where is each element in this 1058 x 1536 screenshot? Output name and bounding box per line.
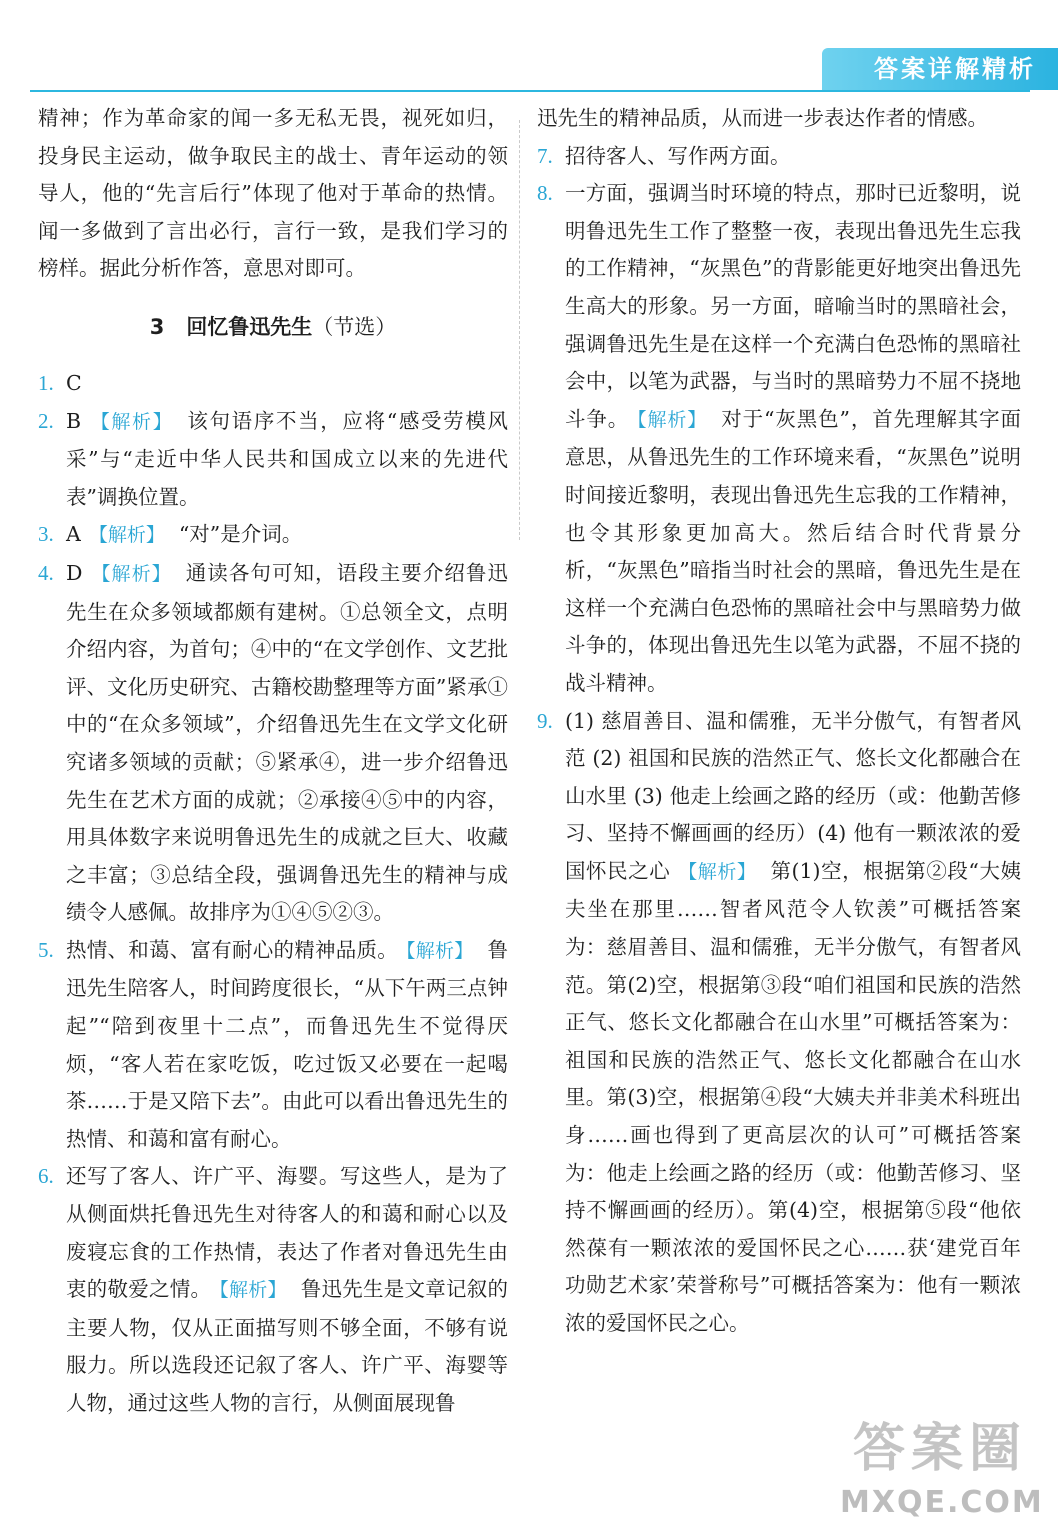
answer-body (66, 932, 508, 1159)
answer-body (66, 555, 508, 932)
analysis-text: “对”是介词。 (178, 522, 303, 547)
analysis-text: 对于“灰黑色”，首先理解其字面意思，从鲁迅先生的工作环境来看，“灰黑色”说明时间接近黎明，表现出鲁迅先生忘我的工作精神，也令其形象更加高大。然后结合时代背景分析，“灰黑色”暗指当时社会的黑暗，鲁迅先生是在这样一个充满白色恐怖的黑暗社会中与黑暗势力做斗争的，体现出鲁迅先生以笔为武器，不屈不挠的战斗精神。 (565, 406, 1021, 695)
analysis-tag: 【解析】 (90, 562, 172, 585)
right-column (537, 100, 1021, 1343)
answer-item (537, 175, 1021, 702)
answer-body (565, 138, 1021, 176)
answer-number: 8. (537, 181, 553, 206)
answer-number: 3. (38, 522, 54, 547)
watermark-logo (840, 1414, 1044, 1532)
analysis-tag: 【解析】 (88, 524, 165, 547)
answer-body (66, 365, 508, 403)
answer-text: 还写了客人、许广平、海婴。写这些人，是为了从侧面烘托鲁迅先生对待客人的和蔼和耐心以及废寝忘食的工作热情，表达了作者对鲁迅先生由衷的敬爱之情。 (66, 1164, 508, 1302)
answer-item (537, 138, 1021, 176)
answer-item (38, 365, 508, 403)
lesson-number: 3 (149, 314, 165, 339)
answer-number: 4. (38, 560, 54, 585)
lesson-title (38, 290, 508, 365)
analysis-tag: 【解析】 (678, 860, 757, 883)
answer-item (38, 932, 508, 1159)
answer-text: C (66, 370, 82, 395)
analysis-text: 鲁迅先生是文章记叙的主要人物，仅从正面描写则不够全面，不够有说服力。所以选段还记叙了客人、许广平、海婴等人物，通过这些人物的言行，从侧面展现鲁 (66, 1277, 508, 1415)
left-column (38, 100, 508, 1423)
analysis-text: 通读各句可知，语段主要介绍鲁迅先生在众多领域都颇有建树。①总领全文，点明介绍内容，为首句；④中的“在文学创作、文艺批评、文化历史研究、古籍校勘整理等方面”紧承①中的“在众多领域”，介绍鲁迅先生在文学文化研究诸多领域的贡献；⑤紧承④，进一步介绍鲁迅先生在艺术方面的成就；②承接④⑤中的内容，用具体数字来说明鲁迅先生的成就之巨大、收藏之丰富；③总结全段，强调鲁迅先生的精神与成绩令人感佩。故排序为①④⑤②③。 (66, 560, 508, 925)
analysis-tag: 【解析】 (89, 410, 174, 433)
column-divider (519, 120, 520, 540)
answer-text: D (66, 560, 83, 585)
answer-text: 招待客人、写作两方面。 (565, 143, 791, 168)
answer-body (66, 403, 508, 517)
lesson-name: 回忆鲁迅先生 (186, 314, 313, 339)
answer-item (38, 403, 508, 517)
answer-text: (1) 慈眉善目、温和儒雅，无半分傲气，有智者风范 (2) 祖国和民族的浩然正气、悠长文化都融合在山水里 (3) 他走上绘画之路的经历（或：他勤苦修习、坚持不懈画画的经历）(4) 他有一颗浓浓的爱国怀民之心 (565, 708, 1021, 883)
answer-body (66, 1158, 508, 1422)
watermark-text: 答案圈 (852, 1419, 1027, 1479)
analysis-text: 鲁迅先生陪客人，时间跨度很长，“从下午两三点钟起”“陪到夜里十二点”，而鲁迅先生不觉得厌烦，“客人若在家吃饭，吃过饭又必要在一起喝茶……于是又陪下去”。由此可以看出鲁迅先生的热情、和蔼和富有耐心。 (66, 937, 508, 1151)
answer-body (565, 703, 1021, 1343)
answer-number: 7. (537, 143, 553, 168)
answer-number: 5. (38, 937, 54, 962)
right-answer-list (537, 138, 1021, 1343)
answer-text: 热情、和蔼、富有耐心的精神品质。 (66, 937, 398, 962)
answer-text: 一方面，强调当时环境的特点，那时已近黎明，说明鲁迅先生工作了整整一夜，表现出鲁迅先生忘我的工作精神，“灰黑色”的背影能更好地突出鲁迅先生高大的形象。另一方面，暗喻当时的黑暗社会，强调鲁迅先生是在这样一个充满白色恐怖的黑暗社会中，以笔为武器，与当时的黑暗势力不屈不挠地斗争。 (565, 181, 1021, 431)
answer-body (66, 516, 508, 555)
watermark-url: MXQE.COM (840, 1485, 1044, 1520)
answer-text: A (66, 522, 81, 547)
section-header-tag: 答案详解精析 (822, 48, 1058, 90)
analysis-text: 第(1)空，根据第②段“大姨夫坐在那里……智者风范令人钦羡”可概括答案为：慈眉善目、温和儒雅，无半分傲气，有智者风范。第(2)空，根据第③段“咱们祖国和民族的浩然正气、悠长文化都融合在山水里”可概括答案为：祖国和民族的浩然正气、悠长文化都融合在山水里。第(3)空，根据第④段“大姨夫并非美术科班出身……画也得到了更高层次的认可”可概括答案为：他走上绘画之路的经历（或：他勤苦修习、坚持不懈画画的经历）。第(4)空，根据第⑤段“他依然葆有一颗浓浓的爱国怀民之心……获‘建党百年功勋艺术家’荣誉称号”可概括答案为：他有一颗浓浓的爱国怀民之心。 (565, 858, 1021, 1335)
header-rule (30, 90, 1030, 92)
analysis-text: 该句语序不当，应将“感受劳模风采”与“走近中华人民共和国成立以来的先进代表”调换位置。 (66, 408, 508, 509)
answer-body (565, 175, 1021, 702)
analysis-tag: 【解析】 (406, 939, 474, 962)
answer-number: 6. (38, 1164, 54, 1189)
previous-answer-continuation: 精神；作为革命家的闻一多无私无畏，视死如归，投身民主运动，做争取民主的战士、青年运动的领导人，他的“先言后行”体现了他对于革命的热情。闻一多做到了言出必行，言行一致，是我们学习的榜样。据此分析作答，意思对即可。 (38, 106, 508, 281)
answer-6-continuation: 迅先生的精神品质，从而进一步表达作者的情感。 (537, 106, 988, 130)
analysis-tag: 【解析】 (637, 408, 708, 431)
answer-text: B (66, 408, 82, 433)
answer-number: 2. (38, 408, 54, 433)
lesson-subtitle: （节选） (312, 314, 397, 339)
answer-item (537, 703, 1021, 1343)
answer-number: 1. (38, 370, 54, 395)
answer-item (38, 516, 508, 555)
analysis-tag: 【解析】 (219, 1279, 287, 1302)
left-answer-list (38, 365, 508, 1423)
answer-number: 9. (537, 708, 553, 733)
answer-item (38, 555, 508, 932)
answer-item (38, 1158, 508, 1422)
